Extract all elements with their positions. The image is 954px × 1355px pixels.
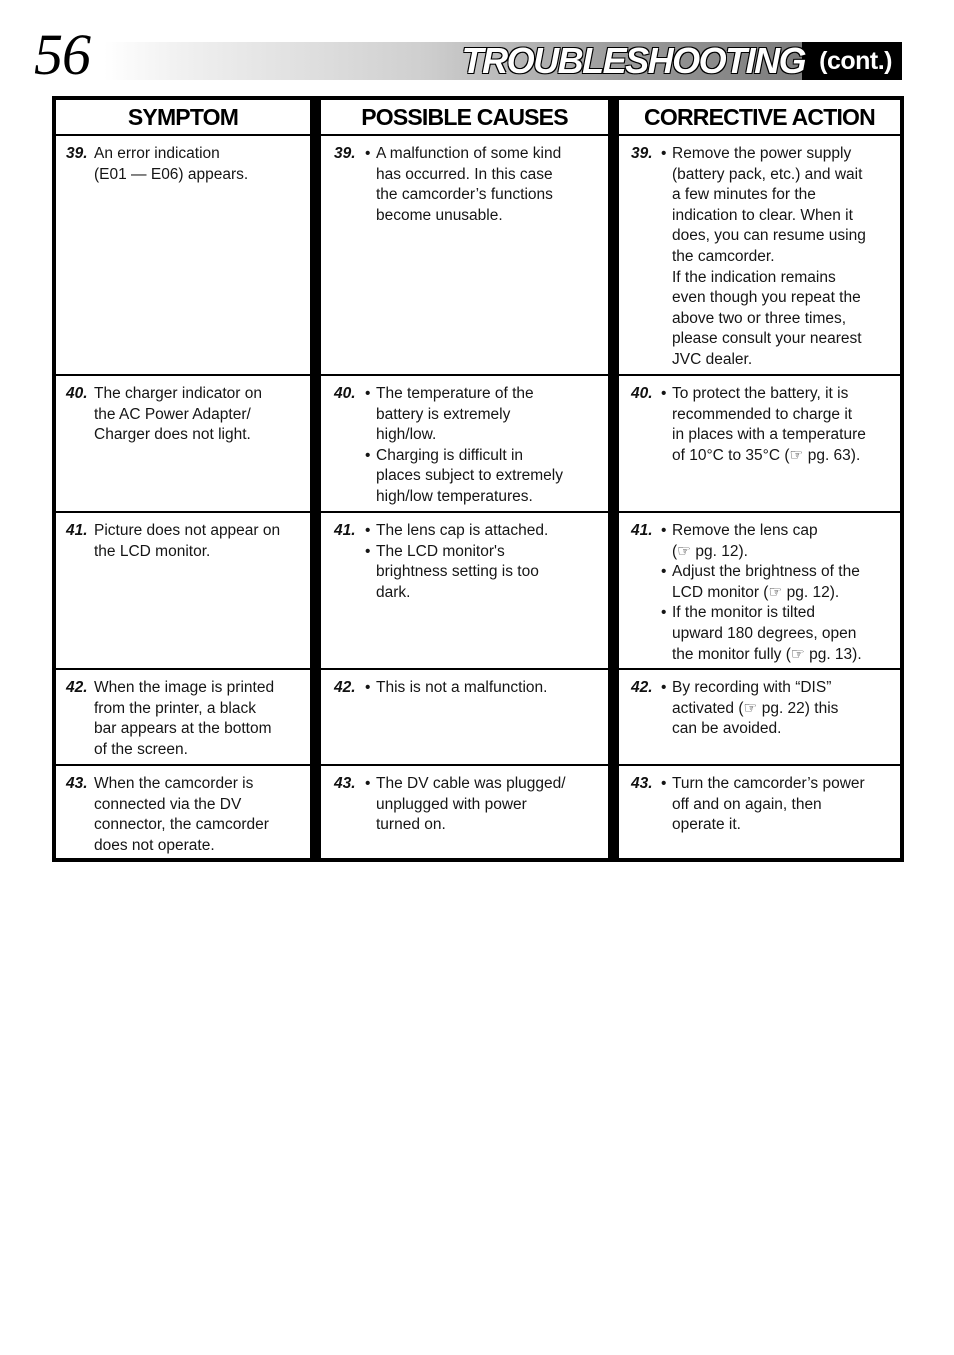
action-header: [619, 100, 900, 136]
item-number: 40.: [66, 385, 88, 402]
action-text: Turn the camcorder’s power off and on again, then operate it.: [672, 775, 865, 834]
action-text: Remove the power supply (battery pack, etc.) and wait a few minutes for the indication to clear. When it does, you can resume using the camcorder. If the indication remains even though you repeat the above two or three times, please consult your nearest JVC dealer.: [672, 145, 866, 368]
item-number: 42.: [631, 679, 653, 696]
action-text: If the monitor is tilted upward 180 degrees, open the monitor fully (☞ pg. 13).: [672, 604, 862, 663]
causes-cell: [321, 766, 608, 858]
item-number: 43.: [631, 775, 653, 792]
cause-text: The LCD monitor's brightness setting is too dark.: [376, 542, 539, 601]
symptom-text: Picture does not appear on the LCD monitor.: [94, 522, 281, 560]
item-number: 43.: [334, 775, 356, 792]
item-number: 43.: [66, 775, 88, 792]
symptom-text: An error indication (E01 — E06) appears.: [94, 145, 249, 183]
bullet: •: [661, 145, 667, 162]
title-banner: [104, 42, 902, 80]
symptom-text: When the camcorder is connected via the DV connector, the camcorder does not operate.: [94, 775, 269, 854]
causes-cell: [321, 513, 608, 670]
action-header-label: CORRECTIVE ACTION: [644, 103, 875, 130]
bullet: •: [365, 385, 371, 402]
item-number: 41.: [66, 522, 88, 539]
bullet: •: [365, 446, 371, 464]
causes-column: [321, 100, 608, 858]
item-number: 42.: [334, 679, 356, 696]
bullet: •: [365, 775, 371, 792]
causes-cell: [321, 376, 608, 513]
cause-text: The temperature of the battery is extremely high/low.: [376, 385, 534, 444]
bullet: •: [661, 775, 667, 792]
causes-header: [321, 100, 608, 136]
cause-text: Charging is difficult in places subject to extremely high/low temperatures.: [376, 446, 563, 505]
action-column: [619, 100, 900, 858]
item-number: 40.: [334, 385, 356, 402]
bullet: •: [365, 145, 371, 162]
bullet: •: [661, 604, 667, 622]
bullet: •: [661, 563, 667, 581]
page-title: [462, 42, 892, 80]
actions-cell: [619, 376, 900, 513]
symptom-cell: [56, 766, 310, 858]
item-number: 40.: [631, 385, 653, 402]
item-number: 39.: [334, 145, 356, 162]
item-number: 39.: [631, 145, 653, 162]
action-text: Adjust the brightness of the LCD monitor (☞ pg. 12).: [672, 563, 860, 601]
symptom-header: [56, 100, 310, 136]
page-title-suffix: (cont.): [819, 46, 892, 75]
cause-text: This is not a malfunction.: [376, 679, 548, 696]
symptom-text: The charger indicator on the AC Power Adapter/ Charger does not light.: [94, 385, 263, 444]
page-number: 56: [34, 22, 90, 87]
page-title-main: TROUBLESHOOTING: [461, 40, 806, 81]
actions-cell: [619, 766, 900, 858]
actions-cell: [619, 670, 900, 766]
symptom-cell: [56, 670, 310, 766]
symptom-text: When the image is printed from the printer, a black bar appears at the bottom of the screen.: [94, 679, 275, 758]
bullet: •: [661, 679, 667, 696]
bullet: •: [661, 385, 667, 402]
item-number: 41.: [631, 522, 653, 539]
action-text: By recording with “DIS” activated (☞ pg. 22) this can be avoided.: [672, 679, 839, 738]
bullet: •: [365, 679, 371, 696]
cause-text: A malfunction of some kind has occurred. In this case the camcorder’s functions become unusable.: [376, 145, 562, 224]
causes-header-label: POSSIBLE CAUSES: [361, 103, 568, 130]
item-number: 42.: [66, 679, 88, 696]
bullet: •: [661, 522, 667, 539]
action-text: Remove the lens cap (☞ pg. 12).: [672, 522, 818, 560]
action-text: To protect the battery, it is recommended to charge it in places with a temperature of 10°C to 35°C (☞ pg. 63).: [672, 385, 866, 464]
item-number: 41.: [334, 522, 356, 539]
symptom-cell: [56, 513, 310, 670]
cause-text: The lens cap is attached.: [376, 522, 549, 539]
bullet: •: [365, 522, 371, 539]
cause-text: The DV cable was plugged/ unplugged with power turned on.: [376, 775, 566, 834]
symptom-column: [56, 100, 310, 858]
symptom-cell: [56, 376, 310, 513]
actions-cell: [619, 136, 900, 376]
causes-cell: [321, 136, 608, 376]
troubleshooting-table: [52, 96, 904, 862]
symptom-header-label: SYMPTOM: [127, 103, 239, 130]
symptom-cell: [56, 136, 310, 376]
item-number: 39.: [66, 145, 88, 162]
bullet: •: [365, 542, 371, 560]
actions-cell: [619, 513, 900, 670]
causes-cell: [321, 670, 608, 766]
